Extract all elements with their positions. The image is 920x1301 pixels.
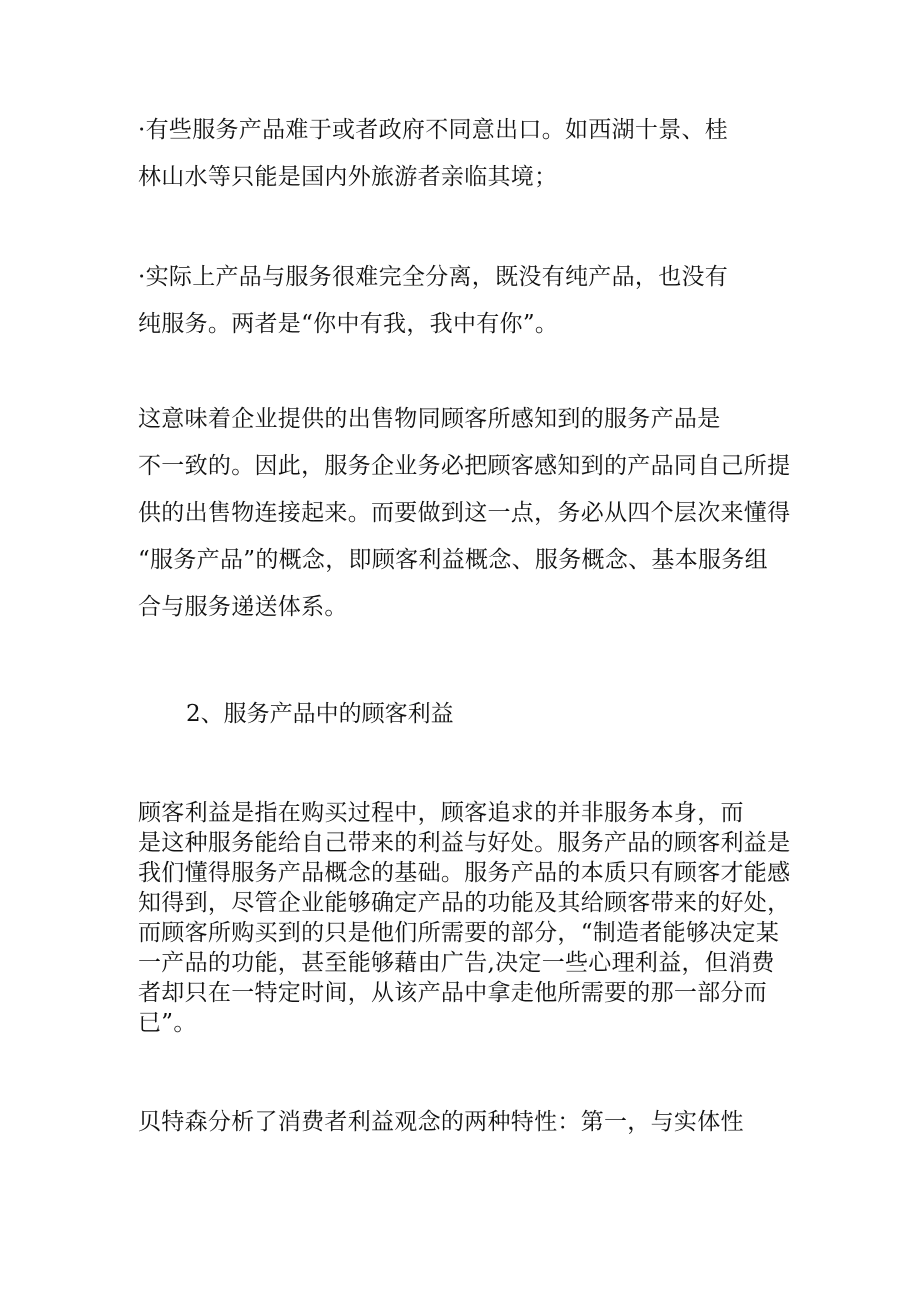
text-line: 林山水等只能是国内外旅游者亲临其境； [138, 164, 558, 190]
text-line: 我们懂得服务产品概念的基础。服务产品的本质只有顾客才能感 [138, 860, 791, 886]
paragraph-bateson [138, 1099, 786, 1146]
text-line: 是这种服务能给自己带来的利益与好处。服务产品的顾客利益是 [138, 830, 791, 856]
text-line: 者却只在一特定时间，从该产品中拿走他所需要的那一部分而 [138, 980, 768, 1006]
text-line: 供的出售物连接起来。而要做到这一点，务必从四个层次来懂得 [138, 500, 791, 526]
text-line: 已”。 [138, 1010, 197, 1036]
text-line: 贝特森分析了消费者利益观念的两种特性：第一，与实体性 [138, 1109, 744, 1135]
paragraph-inseparability [138, 254, 786, 348]
text-line: 不一致的。因此，服务企业务必把顾客感知到的产品同自己所提 [138, 453, 791, 479]
text-line: 纯服务。两者是“你中有我，我中有你”。 [138, 311, 559, 337]
text-line: 顾客利益是指在购买过程中，顾客追求的并非服务本身，而 [138, 800, 744, 826]
text-line: ·有些服务产品难于或者政府不同意出口。如西湖十景、桂 [138, 117, 729, 143]
text-line: 这意味着企业提供的出售物同顾客所感知到的服务产品是 [138, 406, 721, 432]
text-line: 知得到，尽管企业能够确定产品的功能及其给顾客带来的好处， [138, 890, 791, 916]
text-line: ·实际上产品与服务很难完全分离，既没有纯产品，也没有 [138, 264, 729, 290]
text-line: 一产品的功能，甚至能够藉由广告,决定一些心理利益，但消费 [138, 950, 775, 976]
paragraph-customer-benefit [138, 798, 791, 1038]
text-line: 而顾客所购买到的只是他们所需要的部分，“制造者能够决定某 [138, 920, 780, 946]
paragraph-export-limits [138, 107, 786, 201]
paragraph-service-product-levels [138, 396, 791, 631]
text-line: “服务产品”的概念，即顾客利益概念、服务概念、基本服务组 [138, 547, 768, 573]
section-heading: 2、服务产品中的顾客利益 [186, 701, 454, 727]
text-line: 合与服务递送体系。 [138, 594, 348, 620]
